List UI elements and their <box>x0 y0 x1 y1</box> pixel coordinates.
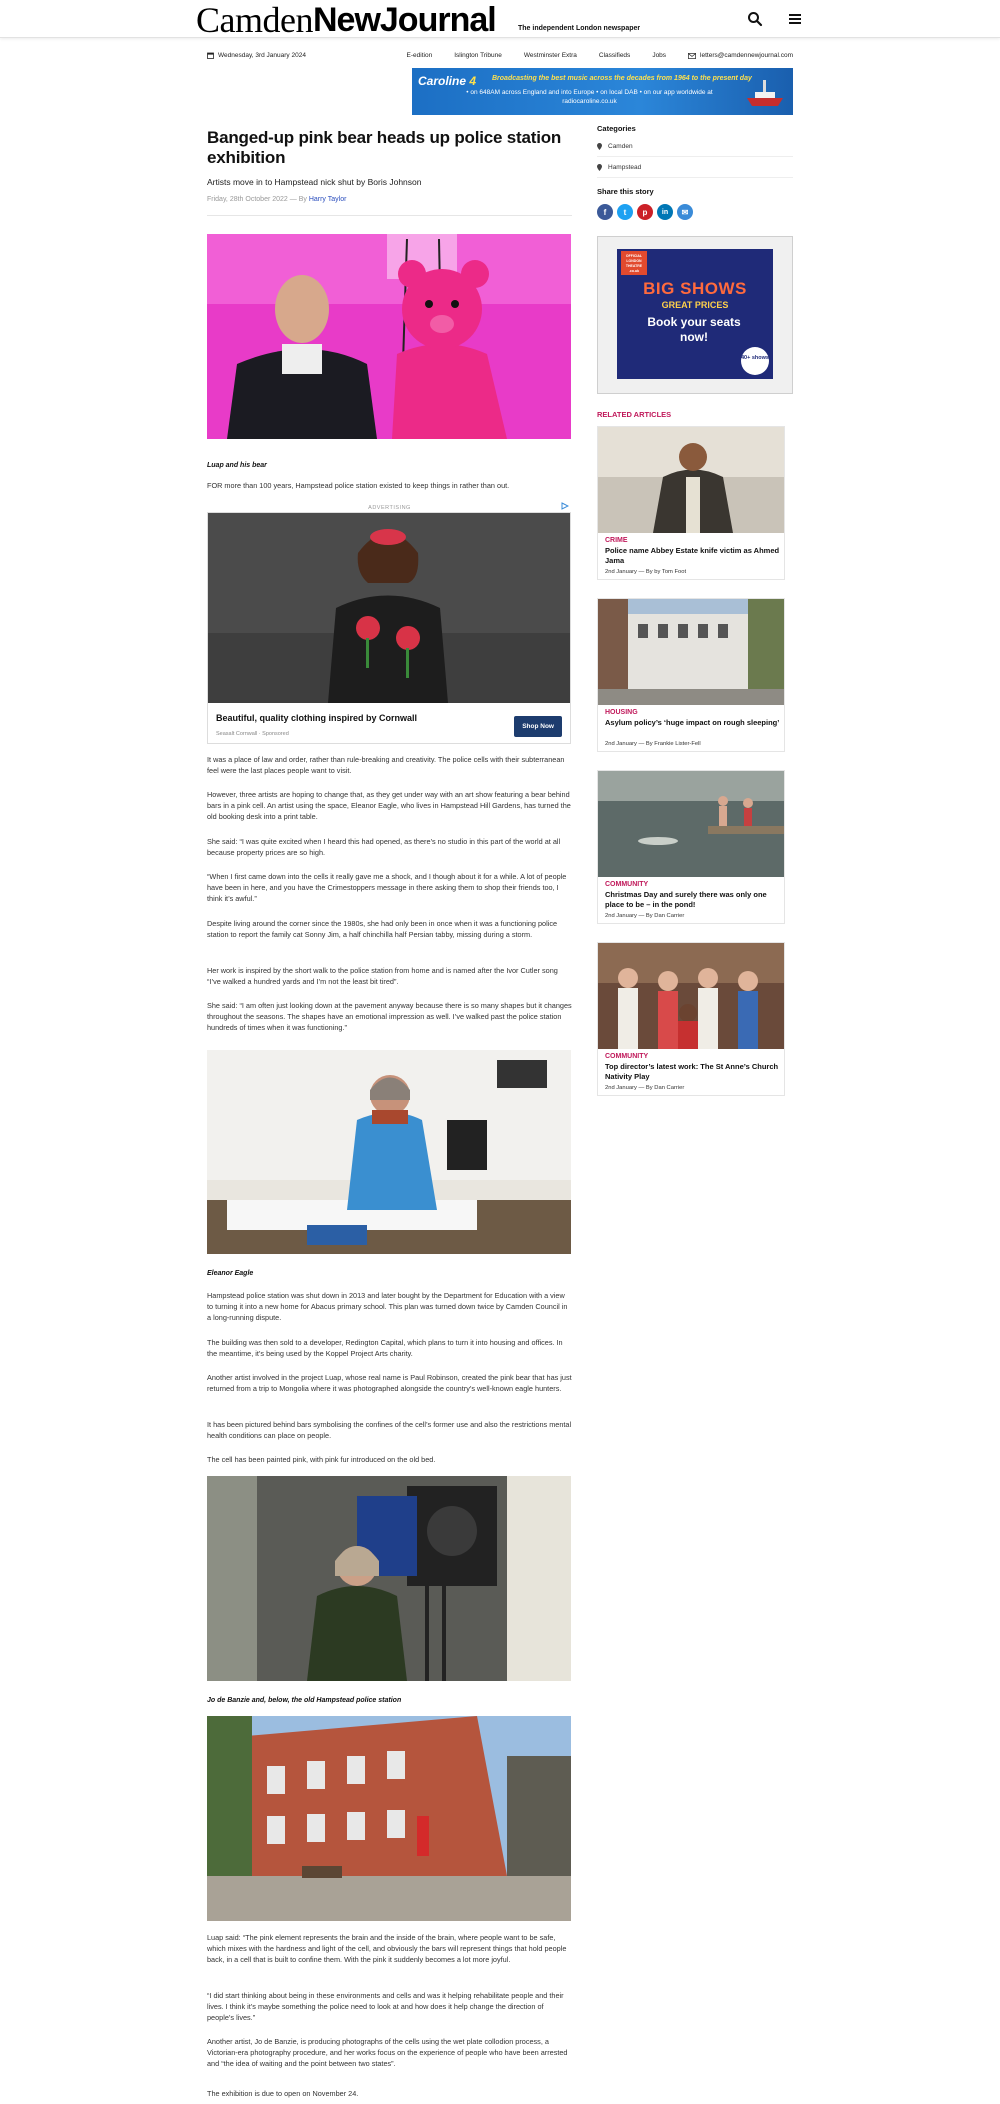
ad-book-seats: Book your seats now! <box>647 315 741 344</box>
ad-brand-name: Caroline <box>418 74 467 88</box>
link-jobs[interactable]: Jobs <box>652 52 667 59</box>
ad-model-image <box>208 513 570 703</box>
paragraph-12: It has been pictured behind bars symbolising the confines of the cell’s former use and also the restrictions mental health conditions can place on people. <box>207 1420 572 1441</box>
paragraph-13: The cell has been painted pink, with pink fur introduced on the old bed. <box>207 1455 436 1464</box>
ad-headline: Broadcasting the best music across the decades from 1964 to the present day <box>492 75 752 82</box>
ad-brand-number: 4 <box>469 74 477 88</box>
paragraph-16: Another artist, Jo de Banzie, is producing photographs of the cells using the wet plate collodion process, a Victorian-era photography procedure, and her works focus on the experience of people who have been arrested and “the idea of waiting and the point between two states”. <box>207 2037 568 2069</box>
ad-image <box>208 513 570 703</box>
related-title[interactable]: Asylum policy’s ‘huge impact on rough sleeping’ <box>605 718 780 727</box>
photo-police-station-image <box>207 1716 571 1921</box>
related-meta: 2nd January — By Dan Carrier <box>605 913 685 919</box>
shop-now-button[interactable]: Shop Now <box>514 716 562 737</box>
paragraph-10: The building was then sold to a developer, Redington Capital, which plans to turn it into housing and offices. In the meantime, it’s being used by the Koppel Project Arts charity. <box>207 1338 563 1359</box>
related-article-image <box>598 943 784 1049</box>
email-text: letters@camdennewjournal.com <box>700 52 793 59</box>
logo-newjournal: NewJournal <box>312 1 496 39</box>
paragraph-8: She said: “I am often just looking down at the pavement anyway because there is so many shapes but it changes throughout the seasons. The shapes have an emotional impression as well. I’ve walked past the police station hundreds of times when it was functioning.” <box>207 1001 572 1033</box>
paragraph-15: “I did start thinking about being in these environments and cells and was it helping rehabilitate people and their lives. I think it’s maybe something the police need to look at and how does it help change the direction of people’s lives.” <box>207 1991 564 2023</box>
related-title[interactable]: Christmas Day and surely there was only one place to be – in the pond! <box>605 890 767 909</box>
caption-luap: Luap and his bear <box>207 462 267 469</box>
pinterest-icon[interactable]: p <box>637 204 653 220</box>
photo-jo-de-banzie-image <box>207 1476 571 1681</box>
ad-great-prices: GREAT PRICES <box>661 300 729 310</box>
article-subhead: Artists move in to Hampstead nick shut by Boris Johnson <box>207 177 422 187</box>
email-share-icon[interactable]: ✉ <box>677 204 693 220</box>
link-e-edition[interactable]: E-edition <box>406 52 433 59</box>
related-image-ahmed-jama <box>598 427 784 533</box>
related-category: CRIME <box>605 537 628 544</box>
link-classifieds[interactable]: Classifieds <box>598 52 631 59</box>
paragraph-3: However, three artists are hoping to change that, as they get under way with an art show featuring a bear behind bars in a pink cell. An artist using the space, Eleanor Eagle, who lives in Hampstead Hill Gardens, has turned the old booking desk into a print table. <box>207 790 571 822</box>
related-meta: 2nd January — By by Tom Foot <box>605 569 687 575</box>
categories-list <box>597 136 793 178</box>
official-london-theatre-badge: OFFICIAL LONDON THEATRE .co.uk <box>621 251 647 275</box>
related-image-pond <box>598 771 784 877</box>
theatre-ad-creative <box>617 249 773 379</box>
article-body <box>207 0 572 2104</box>
map-pin-icon <box>597 164 602 171</box>
envelope-icon <box>688 53 696 59</box>
category-hampstead[interactable] <box>597 157 793 178</box>
site-tagline: The independent London newspaper <box>518 25 641 32</box>
related-meta: 2nd January — By Frankie Lister-Fell <box>605 741 701 747</box>
share-heading: Share this story <box>597 187 654 196</box>
article-headline: Banged-up pink bear heads up police station exhibition <box>207 128 562 167</box>
related-article-image <box>598 771 784 877</box>
adchoices-icon[interactable] <box>561 502 569 510</box>
category-camden[interactable] <box>597 136 793 157</box>
search-icon[interactable] <box>746 10 764 28</box>
related-article-card[interactable] <box>597 598 785 752</box>
byline-date: Friday, 28th October 2022 — By <box>207 196 309 203</box>
paragraph-11: Another artist involved in the project Luap, whose real name is Paul Robinson, created the pink bear that has just returned from a trip to Mongolia where it was photographed alongside the country’s well-known eagle hunters. <box>207 1373 572 1394</box>
paragraph-7: Her work is inspired by the short walk to the police station from home and is named after the Ivor Cutler song “I’ve walked a hundred yards and I’m not the least bit tired”. <box>207 966 558 987</box>
map-pin-icon <box>597 143 602 150</box>
related-title[interactable]: Police name Abbey Estate knife victim as Ahmed Jama <box>605 546 780 565</box>
date-text: Wednesday, 3rd January 2024 <box>218 52 306 59</box>
facebook-icon[interactable]: f <box>597 204 613 220</box>
photo-hampstead-police-station <box>207 1716 571 1921</box>
related-articles-heading: RELATED ARTICLES <box>597 410 672 419</box>
ad-big-shows: BIG SHOWS <box>643 279 747 298</box>
related-article-card[interactable] <box>597 426 785 580</box>
ad-title: Beautiful, quality clothing inspired by Cornwall <box>216 713 418 723</box>
related-category: COMMUNITY <box>605 1053 649 1060</box>
share-buttons <box>597 204 793 220</box>
advertising-label: ADVERTISING <box>368 505 411 511</box>
paragraph-5: “When I first came down into the cells it really gave me a shock, and I though about it for a while. A lot of people have been in here, and you have the Crimestoppers message in there asking them to shop their friends too, I think it’s awful.” <box>207 872 567 904</box>
logo-camden: Camden <box>196 0 313 40</box>
related-title[interactable]: Top director’s latest work: The St Anne’s Church Nativity Play <box>605 1062 779 1081</box>
author-link[interactable]: Harry Taylor <box>308 196 347 203</box>
link-westminster-extra[interactable]: Westminster Extra <box>523 52 577 59</box>
paragraph-2: It was a place of law and order, rather than rule-breaking and creativity. The police cells with their subterranean feel were the last places people want to visit. <box>207 755 565 776</box>
categories-heading: Categories <box>597 124 636 133</box>
related-image-nativity <box>598 943 784 1049</box>
paragraph-1: FOR more than 100 years, Hampstead police station existed to keep things in rather than out. <box>207 481 510 490</box>
related-article-card[interactable] <box>597 942 785 1096</box>
ship-illustration <box>745 78 785 108</box>
category-label: Hampstead <box>608 163 642 171</box>
paragraph-4: She said: “I was quite excited when I heard this had opened, as there’s no studio in this part of the world at all because property prices are so high. <box>207 837 561 858</box>
paragraph-14: Luap said: “The pink element represents the brain and the inside of the brain, where people want to be safe, which mixes with the hardness and light of the cell, and obviously the bars will represent things that hold people back, in a cell that is built to confine them. With the pink it suddenly becomes a lot more joyful. <box>207 1933 567 1965</box>
category-label: Camden <box>608 142 633 150</box>
related-category: HOUSING <box>605 709 638 716</box>
caption-jo-de-banzie: Jo de Banzie and, below, the old Hampstead police station <box>207 1697 402 1704</box>
sponsored-clothing-ad[interactable] <box>207 512 571 744</box>
sidebar <box>597 124 793 1091</box>
photo-jo-de-banzie <box>207 1476 571 1681</box>
ad-seal: 40+ shows <box>741 347 769 375</box>
photo-luap-and-bear <box>207 234 571 439</box>
paragraph-6: Despite living around the corner since the 1980s, she had only been in once when it was a functioning police station to report the family cat Sonny Jim, a half chinchilla half Persian tabby, missing during a storm. <box>207 919 558 940</box>
twitter-icon[interactable]: t <box>617 204 633 220</box>
ad-subline: • on 648AM across England and into Europe • on local DAB • on our app worldwide at radiocaroline.co.uk <box>466 89 713 105</box>
caption-eleanor: Eleanor Eagle <box>207 1270 254 1277</box>
hamburger-menu-icon[interactable] <box>786 10 804 28</box>
photo-luap-and-bear-image <box>207 234 571 439</box>
related-image-asylum <box>598 599 784 705</box>
paragraph-17: The exhibition is due to open on November 24. <box>207 2089 359 2098</box>
related-article-image <box>598 599 784 705</box>
linkedin-icon[interactable]: in <box>657 204 673 220</box>
paragraph-9: Hampstead police station was shut down in 2013 and later bought by the Department for Education with a view to turning it into a new home for Abacus primary school. This plan was turned down twice by Camden Council in a long-running dispute. <box>207 1291 568 1323</box>
photo-eleanor-eagle-image <box>207 1050 571 1254</box>
theatre-sidebar-ad[interactable] <box>597 236 793 394</box>
photo-eleanor-eagle <box>207 1050 571 1254</box>
related-article-card[interactable] <box>597 770 785 924</box>
email-link[interactable] <box>688 52 793 59</box>
ad-source: Seasalt Cornwall · Sponsored <box>216 731 289 737</box>
link-islington-tribune[interactable]: Islington Tribune <box>454 52 502 59</box>
related-article-image <box>598 427 784 533</box>
related-meta: 2nd January — By Dan Carrier <box>605 1085 685 1091</box>
related-category: COMMUNITY <box>605 881 649 888</box>
